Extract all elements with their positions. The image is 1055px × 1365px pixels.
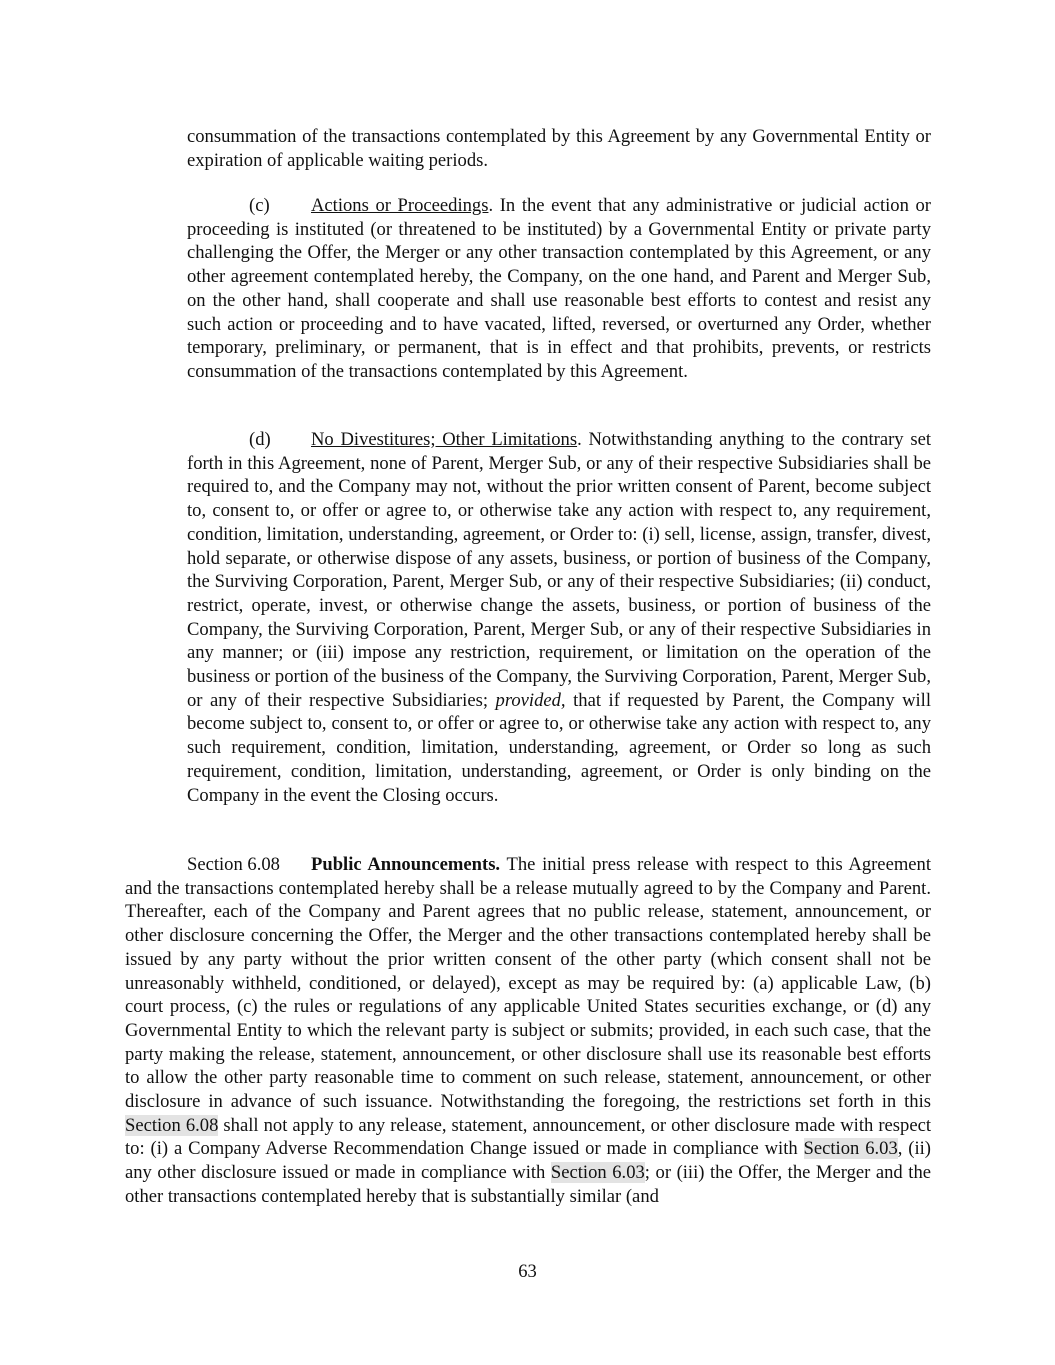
clause-d-heading-suffix: . [577, 429, 582, 450]
cross-reference-section-603[interactable]: Section 6.03 [803, 1138, 898, 1160]
clause-d-body-part-2: that if requested by Parent, the Company will become subject to, consent to, or offer or agree to, or otherwise take any action with respect to, any such requirement, condition, limitation, understanding, agreement, or Order so long as such requirement, condition, limitation, understanding, agreement, or Order is only binding on the Company in the event the Closing occurs. [187, 689, 931, 806]
section-608-body-part-3: , (ii) any other disclosure issued or made in compliance with [125, 1138, 931, 1184]
section-608-body-part-2: shall not apply to any release, statement, announcement, or other disclosure made with respect to: (i) a Company Adverse Recommendation Change issued or made in compliance with [125, 1114, 931, 1160]
clause-d-label: (d) [249, 429, 271, 450]
clause-c-heading: Actions or Proceedings [311, 195, 489, 216]
clause-c-heading-suffix: . [488, 195, 494, 216]
continuation-text: consummation of the transactions contemplated by this Agreement by any Governmental Entity or expiration of applicable waiting periods. [187, 126, 931, 171]
continuation-paragraph [187, 125, 931, 172]
clause-c-body: In the event that any administrative or judicial action or proceeding is instituted (or threatened to be instituted) by a Governmental Entity or private party challenging the Offer, the Merger or any other transaction contemplated by this Agreement, or any other agreement contemplated hereby, the Company, on the one hand, and Parent and Merger Sub, on the other hand, shall cooperate and shall use reasonable best efforts to contest and resist any such action or proceeding and to have vacated, lifted, reversed, or overturned any Order, whether temporary, preliminary, or permanent, that is in effect and that prohibits, prevents, or restricts consummation of the transactions contemplated by this Agreement. [187, 195, 931, 382]
clause-d-heading: No Divestitures; Other Limitations [311, 429, 578, 450]
section-608-paragraph [125, 853, 931, 1209]
section-608-body-part-1: The initial press release with respect to this Agreement and the transactions contemplated hereby shall be a release mutually agreed to by the Company and Parent. Thereafter, each of the Company and Parent agrees that no public release, statement, announcement, or other disclosure concerning the Offer, the Merger and the other transactions contemplated hereby shall be issued by any party without the prior written consent of the other party (which consent shall not be unreasonably withheld, conditioned, or delayed), except as may be required by: (a) applicable Law, (b) court process, (c) the rules or regulations of any applicable United States securities exchange, or (d) any Governmental Entity to which the relevant party is subject or submits; provided, in each such case, that the party making the release, statement, announcement, or other disclosure shall use its reasonable best efforts to allow the other party reasonable time to comment on such release, statement, announcement, or other disclosure in advance of such issuance. Notwithstanding the foregoing, the restrictions set forth in this [125, 854, 931, 1113]
page-number: 63 [518, 1261, 537, 1282]
cross-reference-section-608[interactable]: Section 6.08 [125, 1114, 219, 1136]
clause-c-label: (c) [249, 195, 270, 216]
clause-c-paragraph [187, 194, 931, 384]
section-608-number: Section 6.08 [187, 854, 280, 875]
clause-d-paragraph [187, 428, 931, 807]
clause-d-italic-provided: provided, [495, 689, 566, 711]
cross-reference-section-603-second[interactable]: Section 6.03 [550, 1162, 645, 1184]
section-608-title: Public Announcements. [311, 854, 501, 875]
section-608-body-part-4: ; or (iii) the Offer, the Merger and the other transactions contemplated hereby that is substantially similar (and [125, 1162, 931, 1207]
clause-d-body-part-1: Notwithstanding anything to the contrary set forth in this Agreement, none of Parent, Merger Sub, or any of their respective Subsidiaries shall be required to, and the Company may not, without the prior written consent of Parent, become subject to, consent to, or offer or agree to, or otherwise take any action with respect to, any requirement, condition, limitation, understanding, agreement, or Order to: (i) sell, license, assign, transfer, divest, hold separate, or otherwise dispose of any assets, business, or portion of business of the Company, the Surviving Corporation, Parent, Merger Sub, or any of their respective Subsidiaries; (ii) conduct, restrict, operate, invest, or otherwise change the assets, business, or portion of business of the Company, the Surviving Corporation, Parent, Merger Sub, or any of their respective Subsidiaries in any manner; or (iii) impose any restriction, requirement, or limitation on the operation of the business or portion of the business of the Company, the Surviving Corporation, Parent, Merger Sub, or any of their respective Subsidiaries; [187, 429, 931, 711]
